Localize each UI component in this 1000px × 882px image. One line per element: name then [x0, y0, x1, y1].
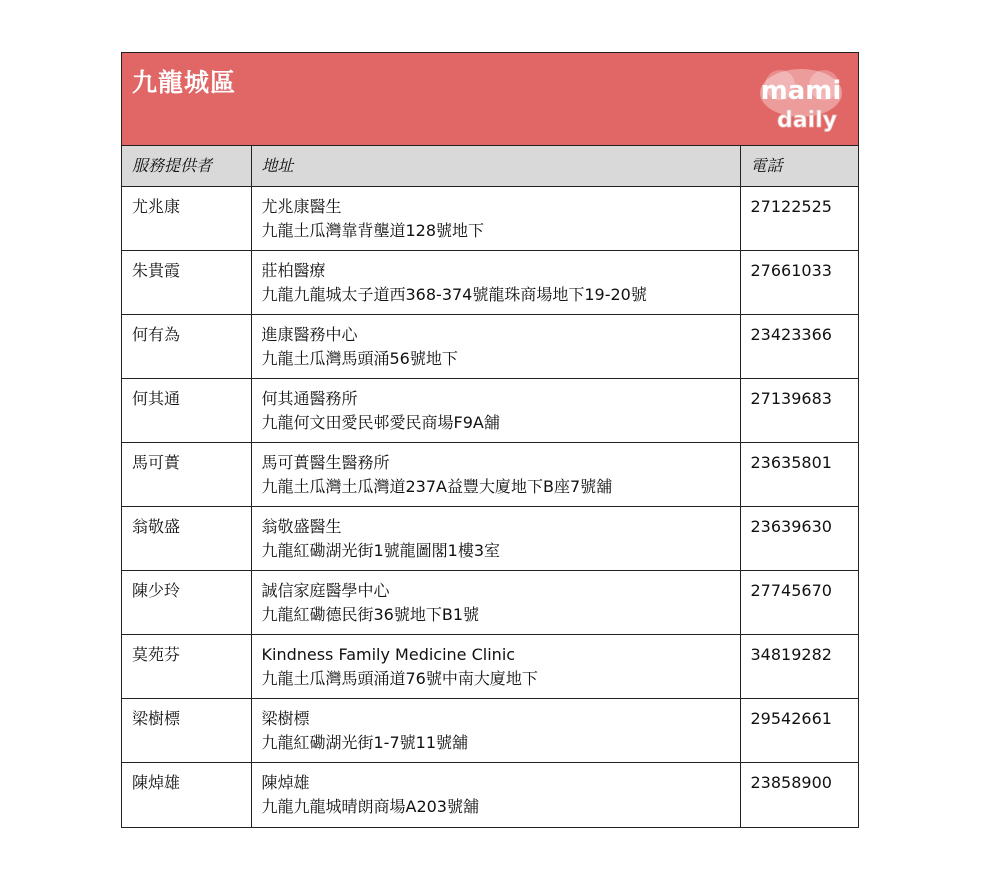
provider-cell: 尤兆康 [122, 187, 251, 251]
clinic-address: 九龍紅磡湖光街1-7號11號舖 [261, 733, 468, 752]
district-title: 九龍城區 [132, 68, 237, 97]
clinic-name: 進康醫務中心 [261, 325, 358, 344]
phone-cell: 23635801 [740, 443, 858, 507]
address-cell [251, 443, 740, 507]
table-row [122, 635, 858, 699]
address-cell [251, 571, 740, 635]
logo-text-daily: daily [776, 108, 838, 133]
clinic-address: 九龍九龍城太子道西368-374號龍珠商場地下19-20號 [261, 285, 647, 304]
clinic-name: 何其通醫務所 [261, 389, 358, 408]
clinic-name: 誠信家庭醫學中心 [261, 581, 390, 600]
district-title-bar [122, 53, 858, 146]
clinic-name: 梁樹標 [261, 709, 310, 728]
phone-cell: 34819282 [740, 635, 858, 699]
address-cell [251, 699, 740, 763]
clinic-address: 九龍紅磡湖光街1號龍圖閣1樓3室 [261, 541, 501, 560]
address-cell [251, 315, 740, 379]
phone-cell: 27745670 [740, 571, 858, 635]
provider-cell: 梁樹標 [122, 699, 251, 763]
table-row [122, 699, 858, 763]
phone-cell: 27661033 [740, 251, 858, 315]
address-cell [251, 507, 740, 571]
clinic-address: 九龍何文田愛民邨愛民商場F9A舖 [261, 413, 500, 432]
clinic-name: Kindness Family Medicine Clinic [261, 645, 516, 664]
clinic-address: 九龍土瓜灣馬頭涌56號地下 [261, 349, 458, 368]
provider-cell: 馬可蕢 [122, 443, 251, 507]
clinic-address: 九龍土瓜灣土瓜灣道237A益豐大廈地下B座7號舖 [261, 477, 613, 496]
provider-cell: 何有為 [122, 315, 251, 379]
phone-cell: 23639630 [740, 507, 858, 571]
provider-cell: 莫苑芬 [122, 635, 251, 699]
address-cell [251, 187, 740, 251]
provider-cell: 陳焯雄 [122, 763, 251, 827]
header-phone: 電話 [740, 146, 858, 187]
phone-cell: 27122525 [740, 187, 858, 251]
table-row [122, 507, 858, 571]
table-row [122, 571, 858, 635]
phone-cell: 23423366 [740, 315, 858, 379]
phone-cell: 27139683 [740, 379, 858, 443]
address-cell [251, 251, 740, 315]
clinic-address: 九龍土瓜灣馬頭涌道76號中南大廈地下 [261, 669, 538, 688]
header-address: 地址 [251, 146, 740, 187]
phone-cell: 23858900 [750, 773, 832, 792]
table-row [122, 187, 858, 251]
clinic-name: 尤兆康醫生 [261, 197, 342, 216]
header-provider: 服務提供者 [122, 146, 251, 187]
table-row [122, 251, 858, 315]
clinic-address: 九龍紅磡德民街36號地下B1號 [261, 605, 480, 624]
clinic-name: 陳焯雄 [261, 773, 310, 792]
table-row [122, 379, 858, 443]
provider-cell: 何其通 [122, 379, 251, 443]
clinic-table [122, 146, 858, 827]
mamidaily-logo [758, 63, 844, 139]
clinic-address: 九龍土瓜灣靠背壟道128號地下 [261, 221, 485, 240]
table-row [122, 763, 858, 827]
table-row [122, 315, 858, 379]
table-header-row [122, 146, 858, 187]
provider-cell: 朱貴霞 [122, 251, 251, 315]
provider-cell: 翁敬盛 [122, 507, 251, 571]
provider-cell: 陳少玲 [122, 571, 251, 635]
clinic-table-container [121, 52, 859, 828]
address-cell [251, 635, 740, 699]
phone-cell: 29542661 [740, 699, 858, 763]
clinic-name: 馬可蕢醫生醫務所 [261, 453, 390, 472]
address-cell [251, 379, 740, 443]
address-cell [251, 763, 740, 827]
clinic-name: 莊柏醫療 [261, 261, 326, 280]
table-row [122, 443, 858, 507]
clinic-address: 九龍九龍城晴朗商場A203號舖 [261, 797, 479, 816]
logo-text-mami: mami [760, 76, 842, 106]
clinic-name: 翁敬盛醫生 [261, 517, 342, 536]
